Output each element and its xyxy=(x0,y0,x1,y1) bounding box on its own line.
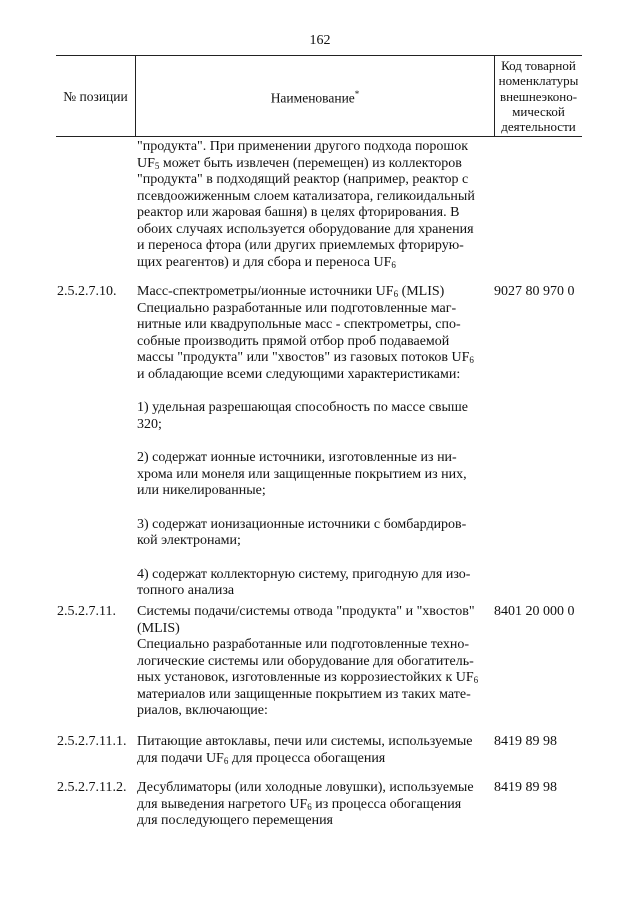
entry-position: 2.5.2.7.11.2. xyxy=(57,780,127,795)
entry-description: Десублиматоры (или холодные ловушки), используемые для выведения нагретого $UF_6$ из процесса обогащения для последующего перемещения xyxy=(137,780,474,828)
header-name: Наименование* xyxy=(270,89,360,106)
entry-description: Питающие автоклавы, печи или системы, используемые для подачи $UF_6$ для процесса обогащения xyxy=(137,734,473,766)
entry-description: Системы подачи/системы отвода "продукта" и "хвостов" (MLIS) Специально разработанные или подготовленные техно- логические системы или оборудование для обогатитель- ных установок, изготовленные из коррозиестойких к $UF_6$ материалов или защищенные покрытием из таких мате- риалов, включающие: xyxy=(137,604,479,718)
footnote-mark: * xyxy=(354,89,360,99)
entry-position: 2.5.2.7.11. xyxy=(57,604,116,619)
table-header xyxy=(56,55,582,137)
entry-position: 2.5.2.7.11.1. xyxy=(57,734,127,749)
page-number: 162 xyxy=(309,33,331,48)
entry-code: 8401 20 000 0 xyxy=(494,604,575,619)
entry-code: 8419 89 98 xyxy=(494,780,557,795)
continuation-text: "продукта". При применении другого подхода порошок $UF_5$ может быть извлечен (перемещен) из коллекторов "продукта" в подходящий реактор (например, реактор с псевдоожиженным слоем катализатора, геликоидальный реактор или жаровая башня) в целях фторирования. В обоих случаях используется оборудование для хранения и переноса фтора (или других приемлемых фторирую- щих реагентов) и для сбора и переноса $UF_6$ xyxy=(137,139,475,270)
entry-description: Масс-спектрометры/ионные источники $UF_6$ (MLIS) Специально разработанные или подготовленные маг- нитные или квадрупольные масс - спектрометры, спо- собные производить прямой отбор проб подаваемой массы "продукта" или "хвостов" из газовых потоков $UF_6$ и обладающие всеми следующими характеристиками: 1) удельная разрешающая способность по массе свыше 320; 2) содержат ионные источники, изготовленные из ни- хрома или монеля или защищенные покрытием из них, или никелированные; 3) содержат ионизационные источники с бомбардиров- кой электронами; 4) содержат коллекторную систему, пригодную для изо- топного анализа xyxy=(137,284,474,598)
entry-position: 2.5.2.7.10. xyxy=(57,284,117,299)
entry-code: 9027 80 970 0 xyxy=(494,284,575,299)
header-code: Код товарной номенклатуры внешнеэконо- мической деятельности xyxy=(498,58,579,135)
header-position: № позиции xyxy=(63,89,128,104)
entry-code: 8419 89 98 xyxy=(494,734,557,749)
